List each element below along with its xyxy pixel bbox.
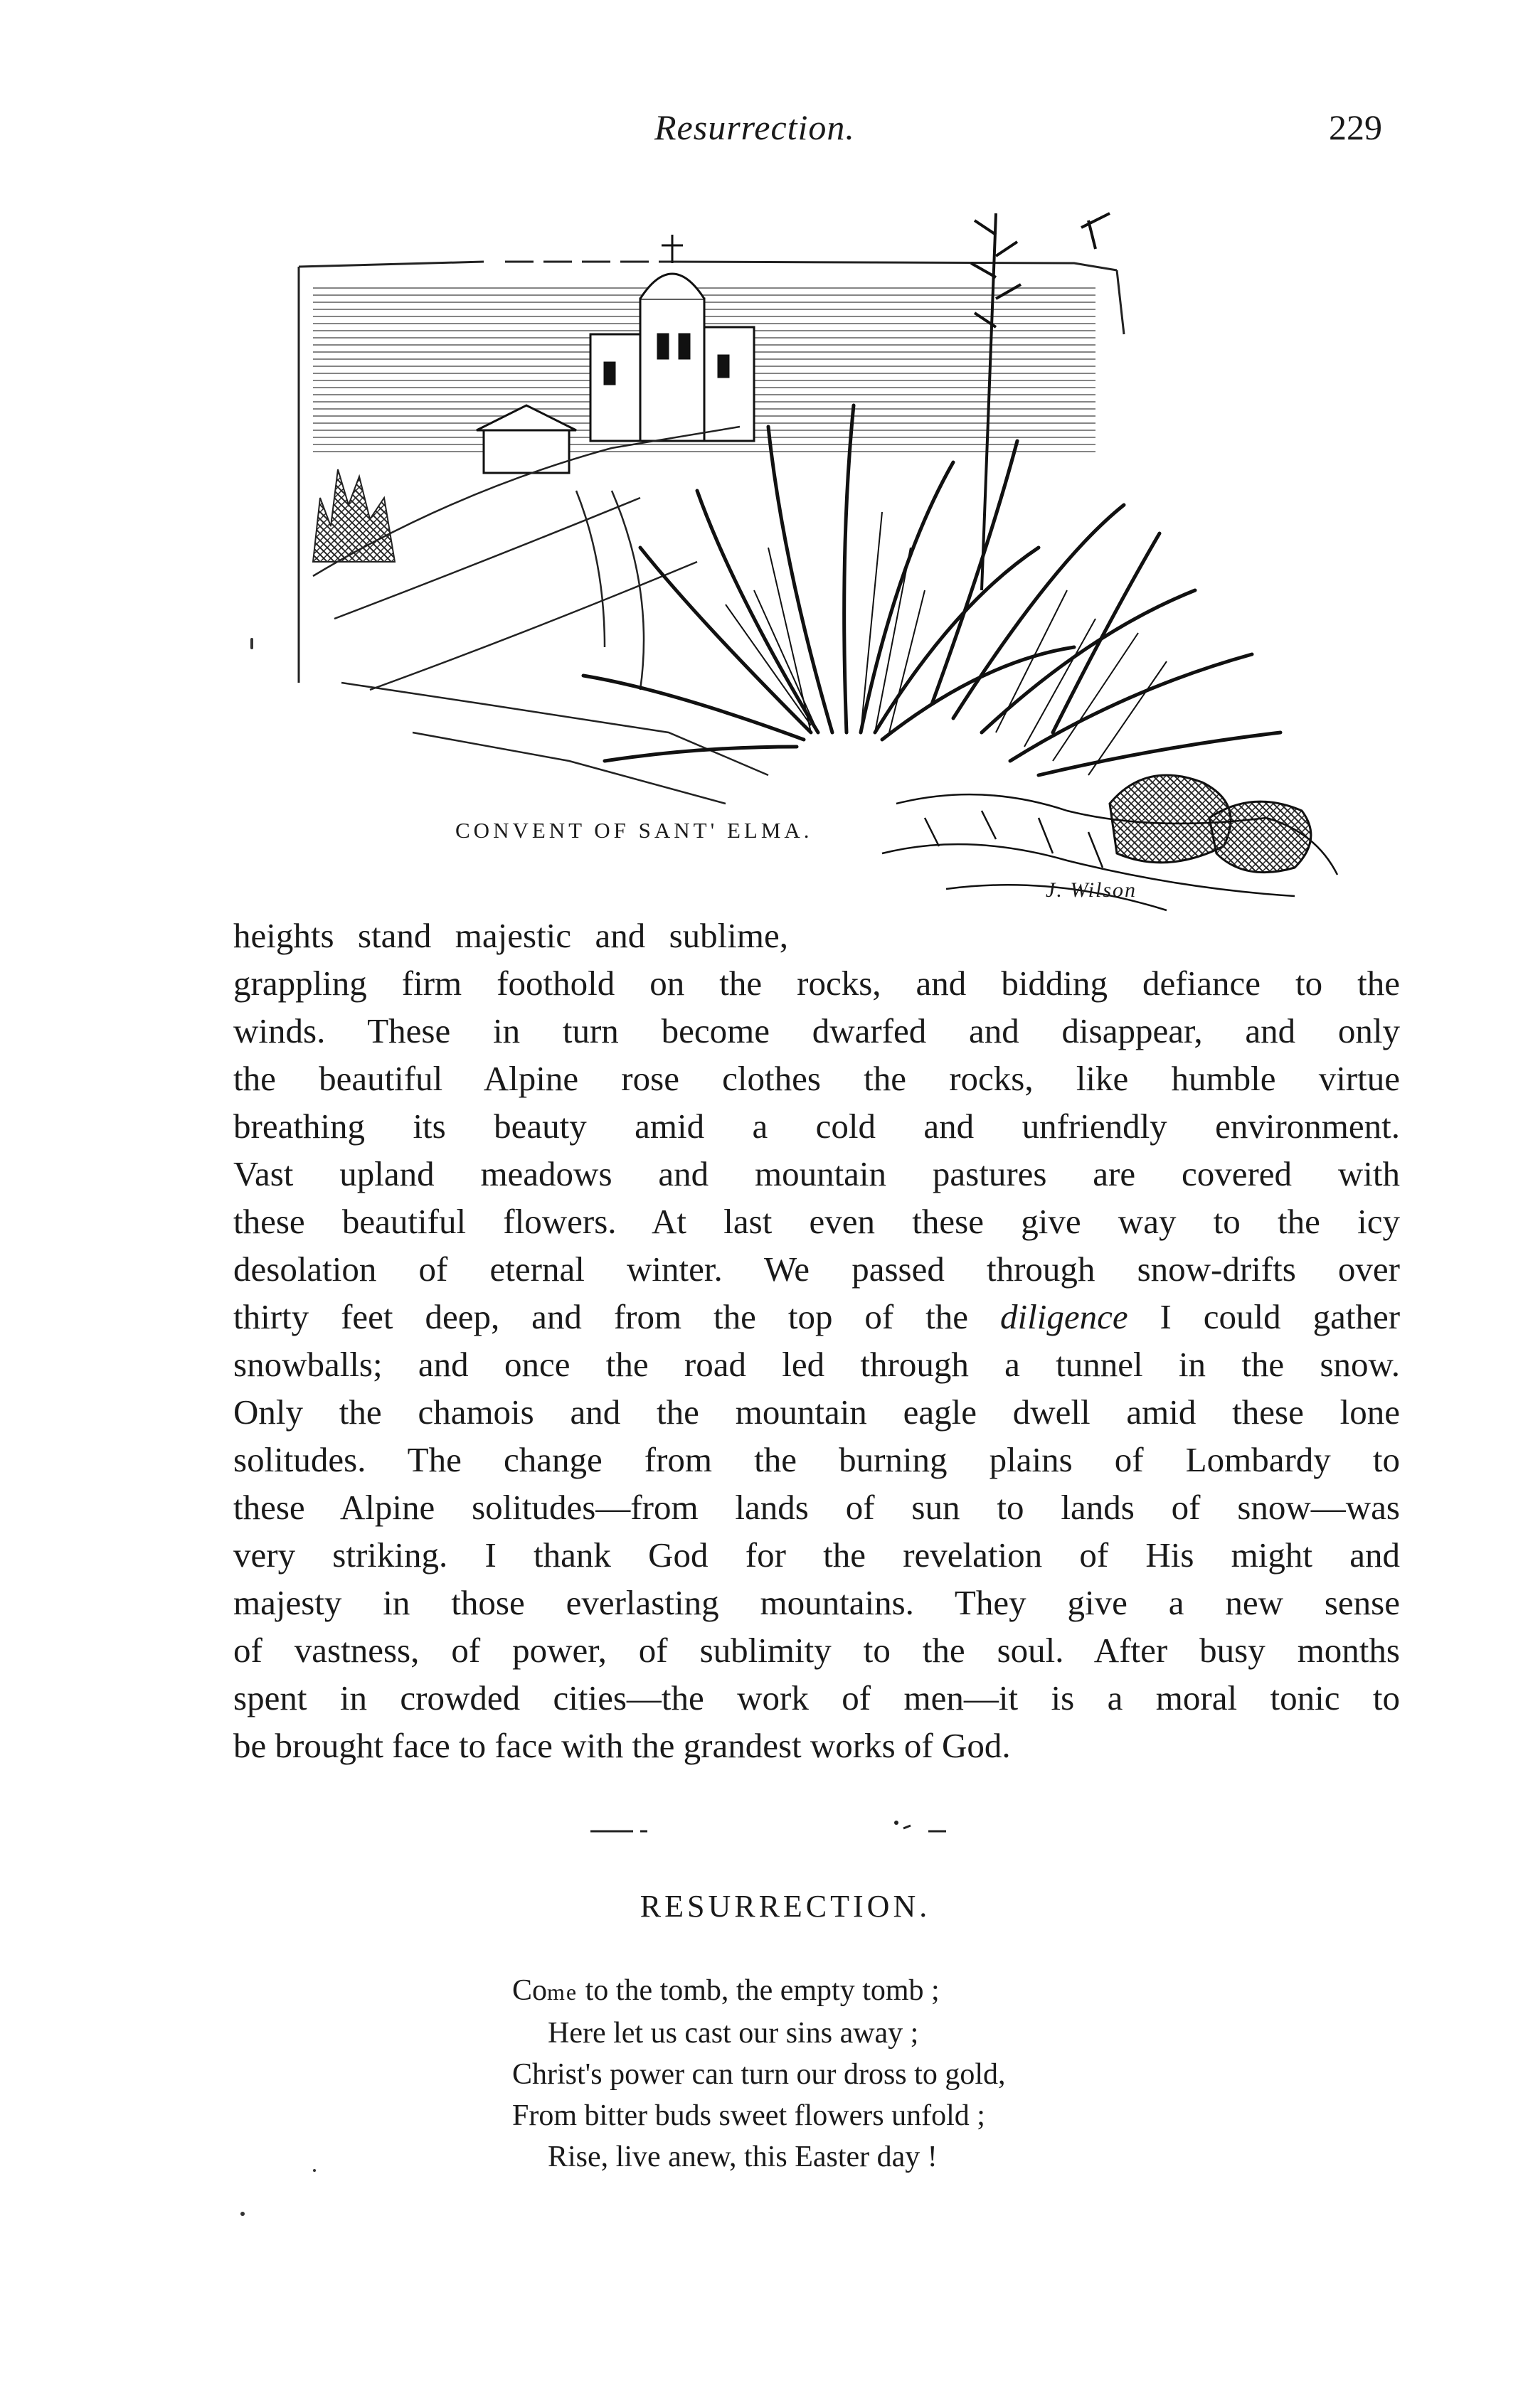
poem-line — [512, 1970, 1006, 2013]
print-speck — [240, 2212, 245, 2216]
poem-line: From bitter buds sweet flowers unfold ; — [512, 2099, 985, 2132]
text-line: solitudes. The change from the burning plains of Lombardy to — [233, 1440, 1400, 1479]
poem — [512, 1970, 1006, 2178]
agave-plants — [583, 405, 1280, 775]
running-head — [0, 107, 1528, 156]
italic-word: diligence — [999, 1297, 1128, 1336]
text-line: breathing its beauty amid a cold and unfriendly environment. — [233, 1107, 1400, 1146]
print-speck — [250, 638, 253, 649]
small-caps: me — [547, 1979, 578, 2005]
running-title: Resurrection. — [654, 107, 855, 147]
text-line: the beautiful Alpine rose clothes the rocks, like humble virtue — [233, 1059, 1400, 1098]
body-text — [233, 912, 1400, 1769]
text-line: grappling firm foothold on the rocks, and bidding defiance to the — [233, 964, 1400, 1003]
text-line: very striking. I thank God for the revelation of His might and — [233, 1535, 1400, 1575]
text-line: spent in crowded cities—the work of men—it is a moral tonic to — [233, 1678, 1400, 1717]
poem-line: Christ's power can turn our dross to gold, — [512, 2058, 1006, 2091]
text-line: Vast upland meadows and mountain pastures are covered with — [233, 1154, 1400, 1193]
text-fragment: thirty feet deep, and from the top of the — [233, 1297, 969, 1336]
drop-cap: Co — [512, 1974, 548, 2007]
text-line: these Alpine solitudes—from lands of sun to lands of snow—was — [233, 1488, 1400, 1527]
text-line: winds. These in turn become dwarfed and disappear, and only — [233, 1011, 1400, 1050]
text-line: Only the chamois and the mountain eagle dwell amid these lone — [233, 1392, 1400, 1432]
poem-heading: RESURRECTION. — [640, 1889, 931, 1924]
text-line: these beautiful flowers. At last even these give way to the icy — [233, 1202, 1400, 1241]
illustration-caption: CONVENT OF SANT' ELMA. — [455, 818, 813, 843]
print-speck — [313, 2169, 316, 2172]
text-line: of vastness, of power, of sublimity to the soul. After busy months — [233, 1631, 1400, 1670]
text-line: majesty in those everlasting mountains. They give a new sense — [233, 1583, 1400, 1622]
artist-signature: J. Wilson — [1046, 878, 1137, 902]
page-number: 229 — [1329, 107, 1382, 147]
text-line — [233, 1293, 1400, 1341]
engraving-illustration — [270, 192, 1359, 925]
text-line: snowballs; and once the road led through a tunnel in the snow. — [233, 1345, 1400, 1384]
trees-left — [313, 469, 395, 562]
text-line: heights stand majestic and sublime, — [233, 916, 788, 955]
poem-line-text: to the tomb, the empty tomb ; — [578, 1974, 940, 2007]
section-separator — [590, 1817, 960, 1838]
text-line: be brought face to face with the grandest works of God. — [233, 1726, 1011, 1765]
text-fragment: I could gather — [1160, 1297, 1401, 1336]
poem-line: Here let us cast our sins away ; — [548, 2017, 919, 2050]
poem-line: Rise, live anew, this Easter day ! — [548, 2141, 938, 2173]
text-line: desolation of eternal winter. We passed through snow-drifts over — [233, 1250, 1400, 1289]
